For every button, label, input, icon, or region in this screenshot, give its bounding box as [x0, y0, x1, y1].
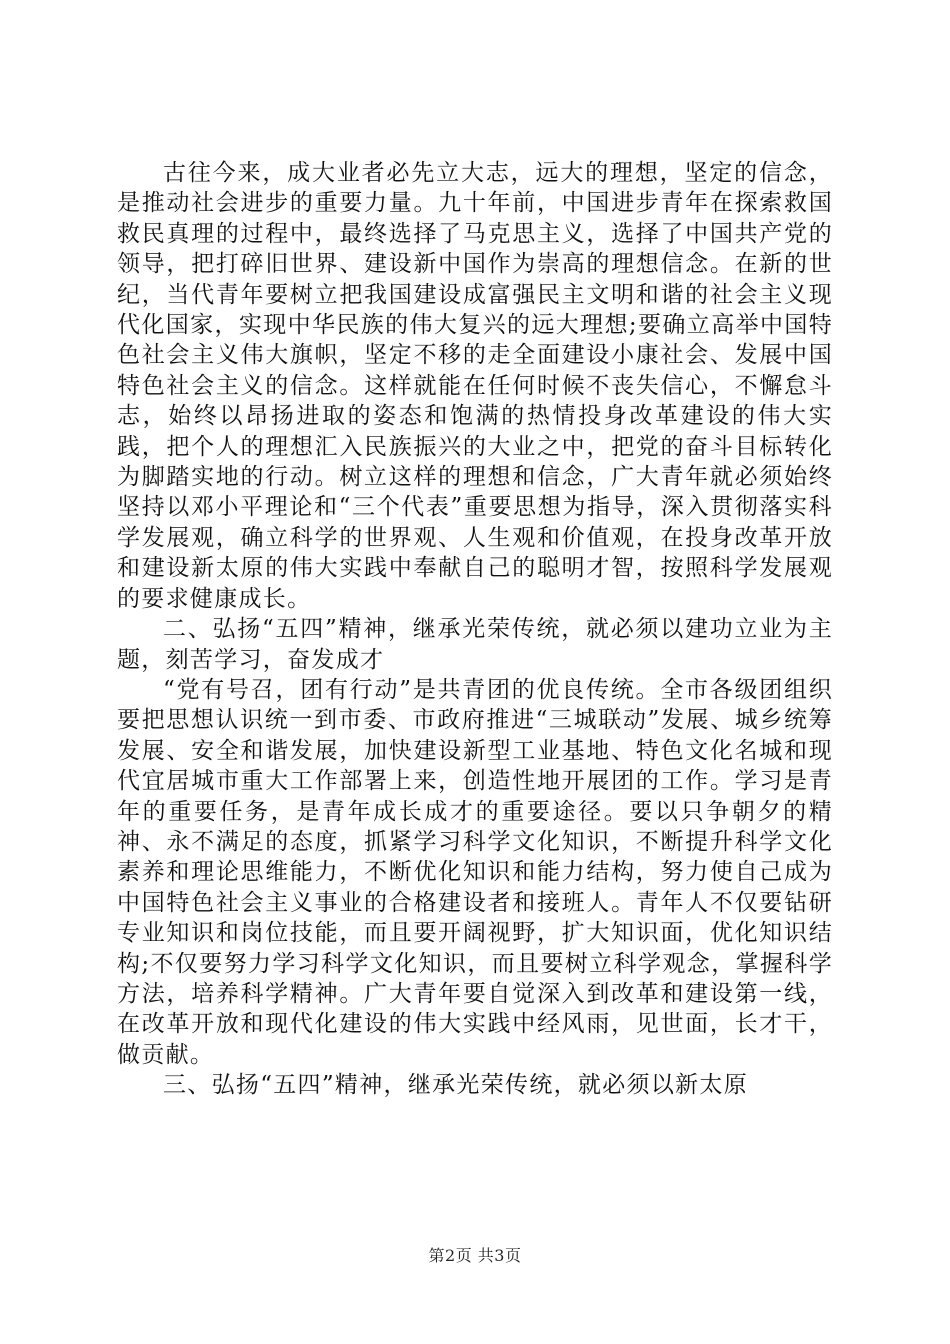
paragraph-study: “党有号召，团有行动”是共青团的优良传统。全市各级团组织要把思想认识统一到市委、市政府推进“三城联动”发展、城乡统筹发展、安全和谐发展，加快建设新型工业基地、特色文化名城和现代宜居城市重大工作部署上来，创造性地开展团的工作。学习是青年的重要任务，是青年成长成才的重要途径。要以只争朝夕的精神、永不满足的态度，抓紧学习科学文化知识，不断提升科学文化素养和理论思维能力，不断优化知识和能力结构，努力使自己成为中国特色社会主义事业的合格建设者和接班人。青年人不仅要钻研专业知识和岗位技能，而且要开阔视野，扩大知识面，优化知识结构;不仅要努力学习科学文化知识，而且要树立科学观念，掌握科学方法，培养科学精神。广大青年要自觉深入到改革和建设第一线，在改革开放和现代化建设的伟大实践中经风雨，见世面，长才干，做贡献。	[117, 676, 833, 1068]
document-body	[117, 158, 833, 1101]
section-heading-two: 二、弘扬“五四”精神，继承光荣传统，就必须以建功立业为主题，刻苦学习，奋发成才	[117, 616, 833, 673]
paragraph-ideals: 古往今来，成大业者必先立大志，远大的理想，坚定的信念，是推动社会进步的重要力量。九十年前，中国进步青年在探索救国救民真理的过程中，最终选择了马克思主义，选择了中国共产党的领导，把打碎旧世界、建设新中国作为崇高的理想信念。在新的世纪，当代青年要树立把我国建设成富强民主文明和谐的社会主义现代化国家，实现中华民族的伟大复兴的远大理想;要确立高举中国特色社会主义伟大旗帜，坚定不移的走全面建设小康社会、发展中国特色社会主义的信念。这样就能在任何时候不丧失信心，不懈怠斗志，始终以昂扬进取的姿态和饱满的热情投身改革建设的伟大实践，把个人的理想汇入民族振兴的大业之中，把党的奋斗目标转化为脚踏实地的行动。树立这样的理想和信念，广大青年就必须始终坚持以邓小平理论和“三个代表”重要思想为指导，深入贯彻落实科学发展观，确立科学的世界观、人生观和价值观，在投身改革开放和建设新太原的伟大实践中奉献自己的聪明才智，按照科学发展观的要求健康成长。	[117, 160, 833, 612]
section-heading-three: 三、弘扬“五四”精神，继承光荣传统，就必须以新太原	[163, 1072, 749, 1099]
page-number-footer: 第2页 共3页	[428, 1246, 522, 1265]
